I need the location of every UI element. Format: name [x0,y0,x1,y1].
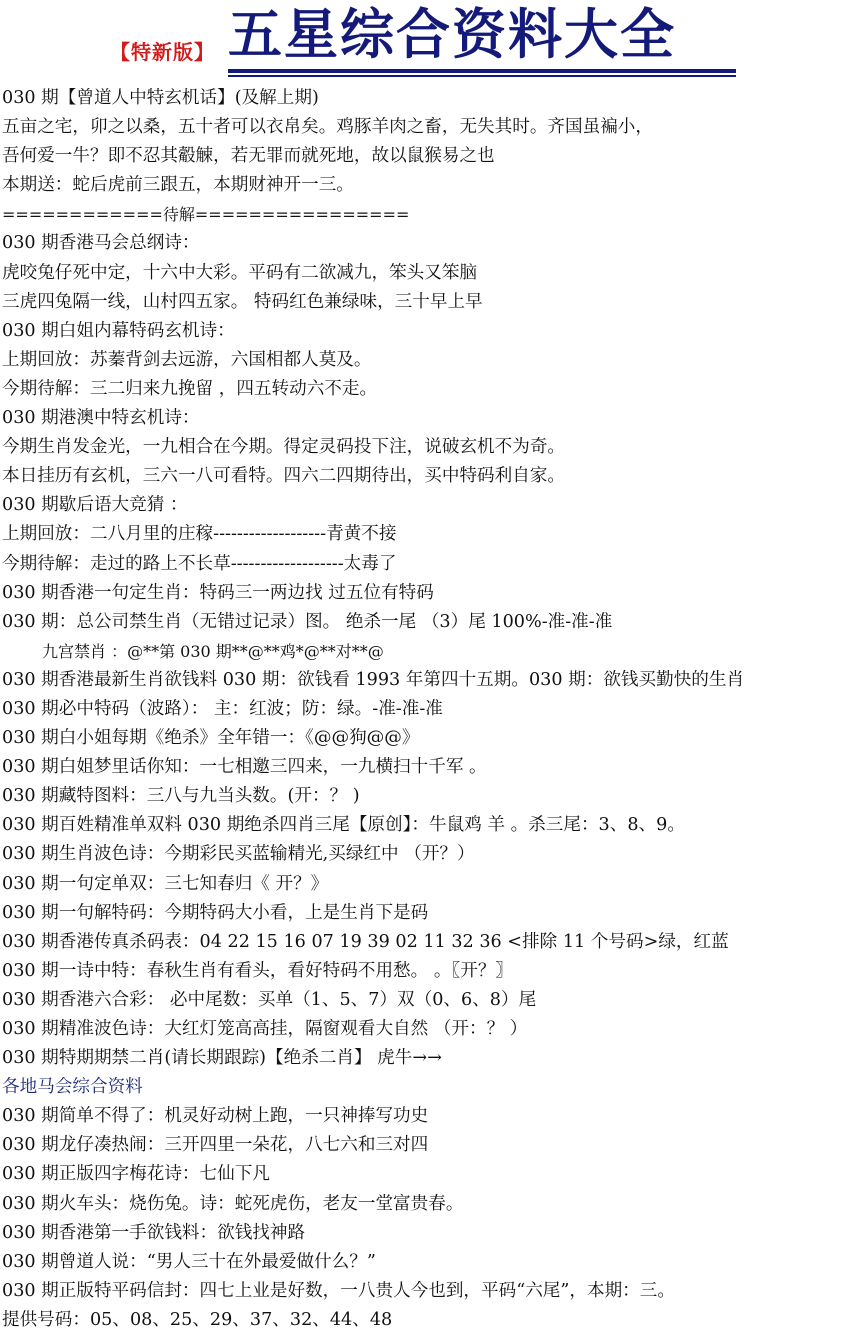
content-lines [0,84,860,1335]
text-line: 本期送：蛇后虎前三跟五，本期财神开一三。 [2,175,354,196]
text-line: 提供号码：05、08、25、29、37、32、44、48 [2,1309,393,1330]
text-line: 吾何爱一牛？即不忍其觳觫，若无罪而就死地，故以鼠猴易之也 [2,146,495,167]
text-line: 五亩之宅，卯之以桑，五十者可以衣帛矣。鸡豚羊肉之畜，无失其时。齐国虽褊小， [2,117,653,138]
text-line: 030 期生肖波色诗：今期彩民买蓝输精光,买绿红中 （开？） [2,844,475,865]
divider-line: ============待解================ [2,205,410,225]
text-line: 上期回放：苏蓁背剑去远游，六国相都人莫及。 [2,349,372,370]
text-line: 030 期香港一句定生肖：特码三一两边找 过五位有特码 [2,582,434,603]
text-line: 030 期龙仔凑热闹：三开四里一朵花，八七六和三对四 [2,1135,429,1156]
text-line: 030 期必中特码（波路）： 主：红波；防：绿。-准-准-准 [2,698,443,719]
text-line: 030 期藏特图料：三八与九当头数。(开：？ ) [2,786,360,807]
text-line: 030 期香港传真杀码表：04 22 15 16 07 19 39 02 11 32 36 <排除 11 个号码>绿，红蓝 [2,931,729,952]
text-line: 030 期：总公司禁生肖（无错过记录）图。 绝杀一尾 （3）尾 100%-准-准-准 [2,611,613,632]
text-line: 030 期港澳中特玄机诗： [2,408,200,429]
text-line: 三虎四兔隔一线，山村四五家。 特码红色兼绿味，三十早上早 [2,291,483,312]
title-underline-thin [228,75,736,77]
text-line: 今期待解：三二归来九挽留 ，四五转动六不走。 [2,378,378,399]
section-heading: 各地马会综合资料 [2,1077,143,1098]
text-line: 九宫禁肖 ：@**第 030 期**@**鸡*@**对**@ [42,641,384,661]
text-line: 030 期火车头：烧伤兔。诗：蛇死虎伤，老友一堂富贵春。 [2,1193,464,1214]
text-line: 030 期正版特平码信封：四七上业是好数，一八贵人今也到，平码“六尾”，本期：三。 [2,1280,675,1301]
text-line: 030 期一句解特码：今期特码大小看，上是生肖下是码 [2,902,429,923]
text-line: 030 期香港马会总纲诗： [2,233,200,254]
text-line: 030 期曾道人说：“男人三十在外最爱做什么？” [2,1251,376,1272]
text-line: 030 期【曾道人中特玄机话】(及解上期) [2,88,319,108]
text-line: 030 期一诗中特：春秋生肖有看头，看好特码不用愁。 。〖开？〗 [2,960,514,981]
text-line: 030 期简单不得了：机灵好动树上跑，一只神捧写功史 [2,1106,429,1127]
text-line: 今期生肖发金光，一九相合在今期。得定灵码投下注，说破玄机不为奇。 [2,437,566,458]
text-line: 030 期香港第一手欲钱料：欲钱找神路 [2,1222,306,1243]
text-line: 030 期香港最新生肖欲钱料 030 期：欲钱看 1993 年第四十五期。030 期：欲钱买勤快的生肖 [2,669,745,690]
text-line: 030 期精准波色诗：大红灯笼高高挂，隔窗观看大自然 （开：？ ） [2,1019,528,1039]
text-line: 030 期百姓精准单双料 030 期绝杀四肖三尾【原创】：牛鼠鸡 羊 。杀三尾：3、8、9。 [2,815,685,836]
header [0,0,860,86]
text-line: 030 期一句定单双：三七知春归《 开？》 [2,873,329,894]
text-line: 今期待解：走过的路上不长草-------------------太毒了 [2,553,397,574]
text-line: 030 期特期期禁二肖(请长期跟踪)【绝杀二肖】 虎牛→→ [2,1048,442,1069]
text-line: 030 期白姐梦里话你知：一七相邀三四来，一九横扫十千军 。 [2,757,487,778]
text-line: 虎咬兔仔死中定，十六中大彩。平码有二欲减九，笨头又笨脑 [2,262,478,283]
edition-tag: 【特新版】 [110,40,215,64]
text-line: 030 期歇后语大竞猜 ： [2,495,188,516]
page-title: 五星综合资料大全 [228,2,676,66]
text-line: 030 期香港六合彩： 必中尾数：买单（1、5、7）双（0、6、8）尾 [2,989,537,1010]
title-underline [228,69,736,73]
text-line: 030 期白小姐每期《绝杀》全年错一：《@@狗@@》 [2,728,420,749]
text-line: 030 期白姐内幕特码玄机诗： [2,320,235,341]
text-line: 上期回放：二八月里的庄稼-------------------青黄不接 [2,524,397,545]
text-line: 本日挂历有玄机，三六一八可看特。四六二四期待出，买中特码利自家。 [2,466,566,487]
text-line: 030 期正版四字梅花诗：七仙下凡 [2,1164,270,1185]
